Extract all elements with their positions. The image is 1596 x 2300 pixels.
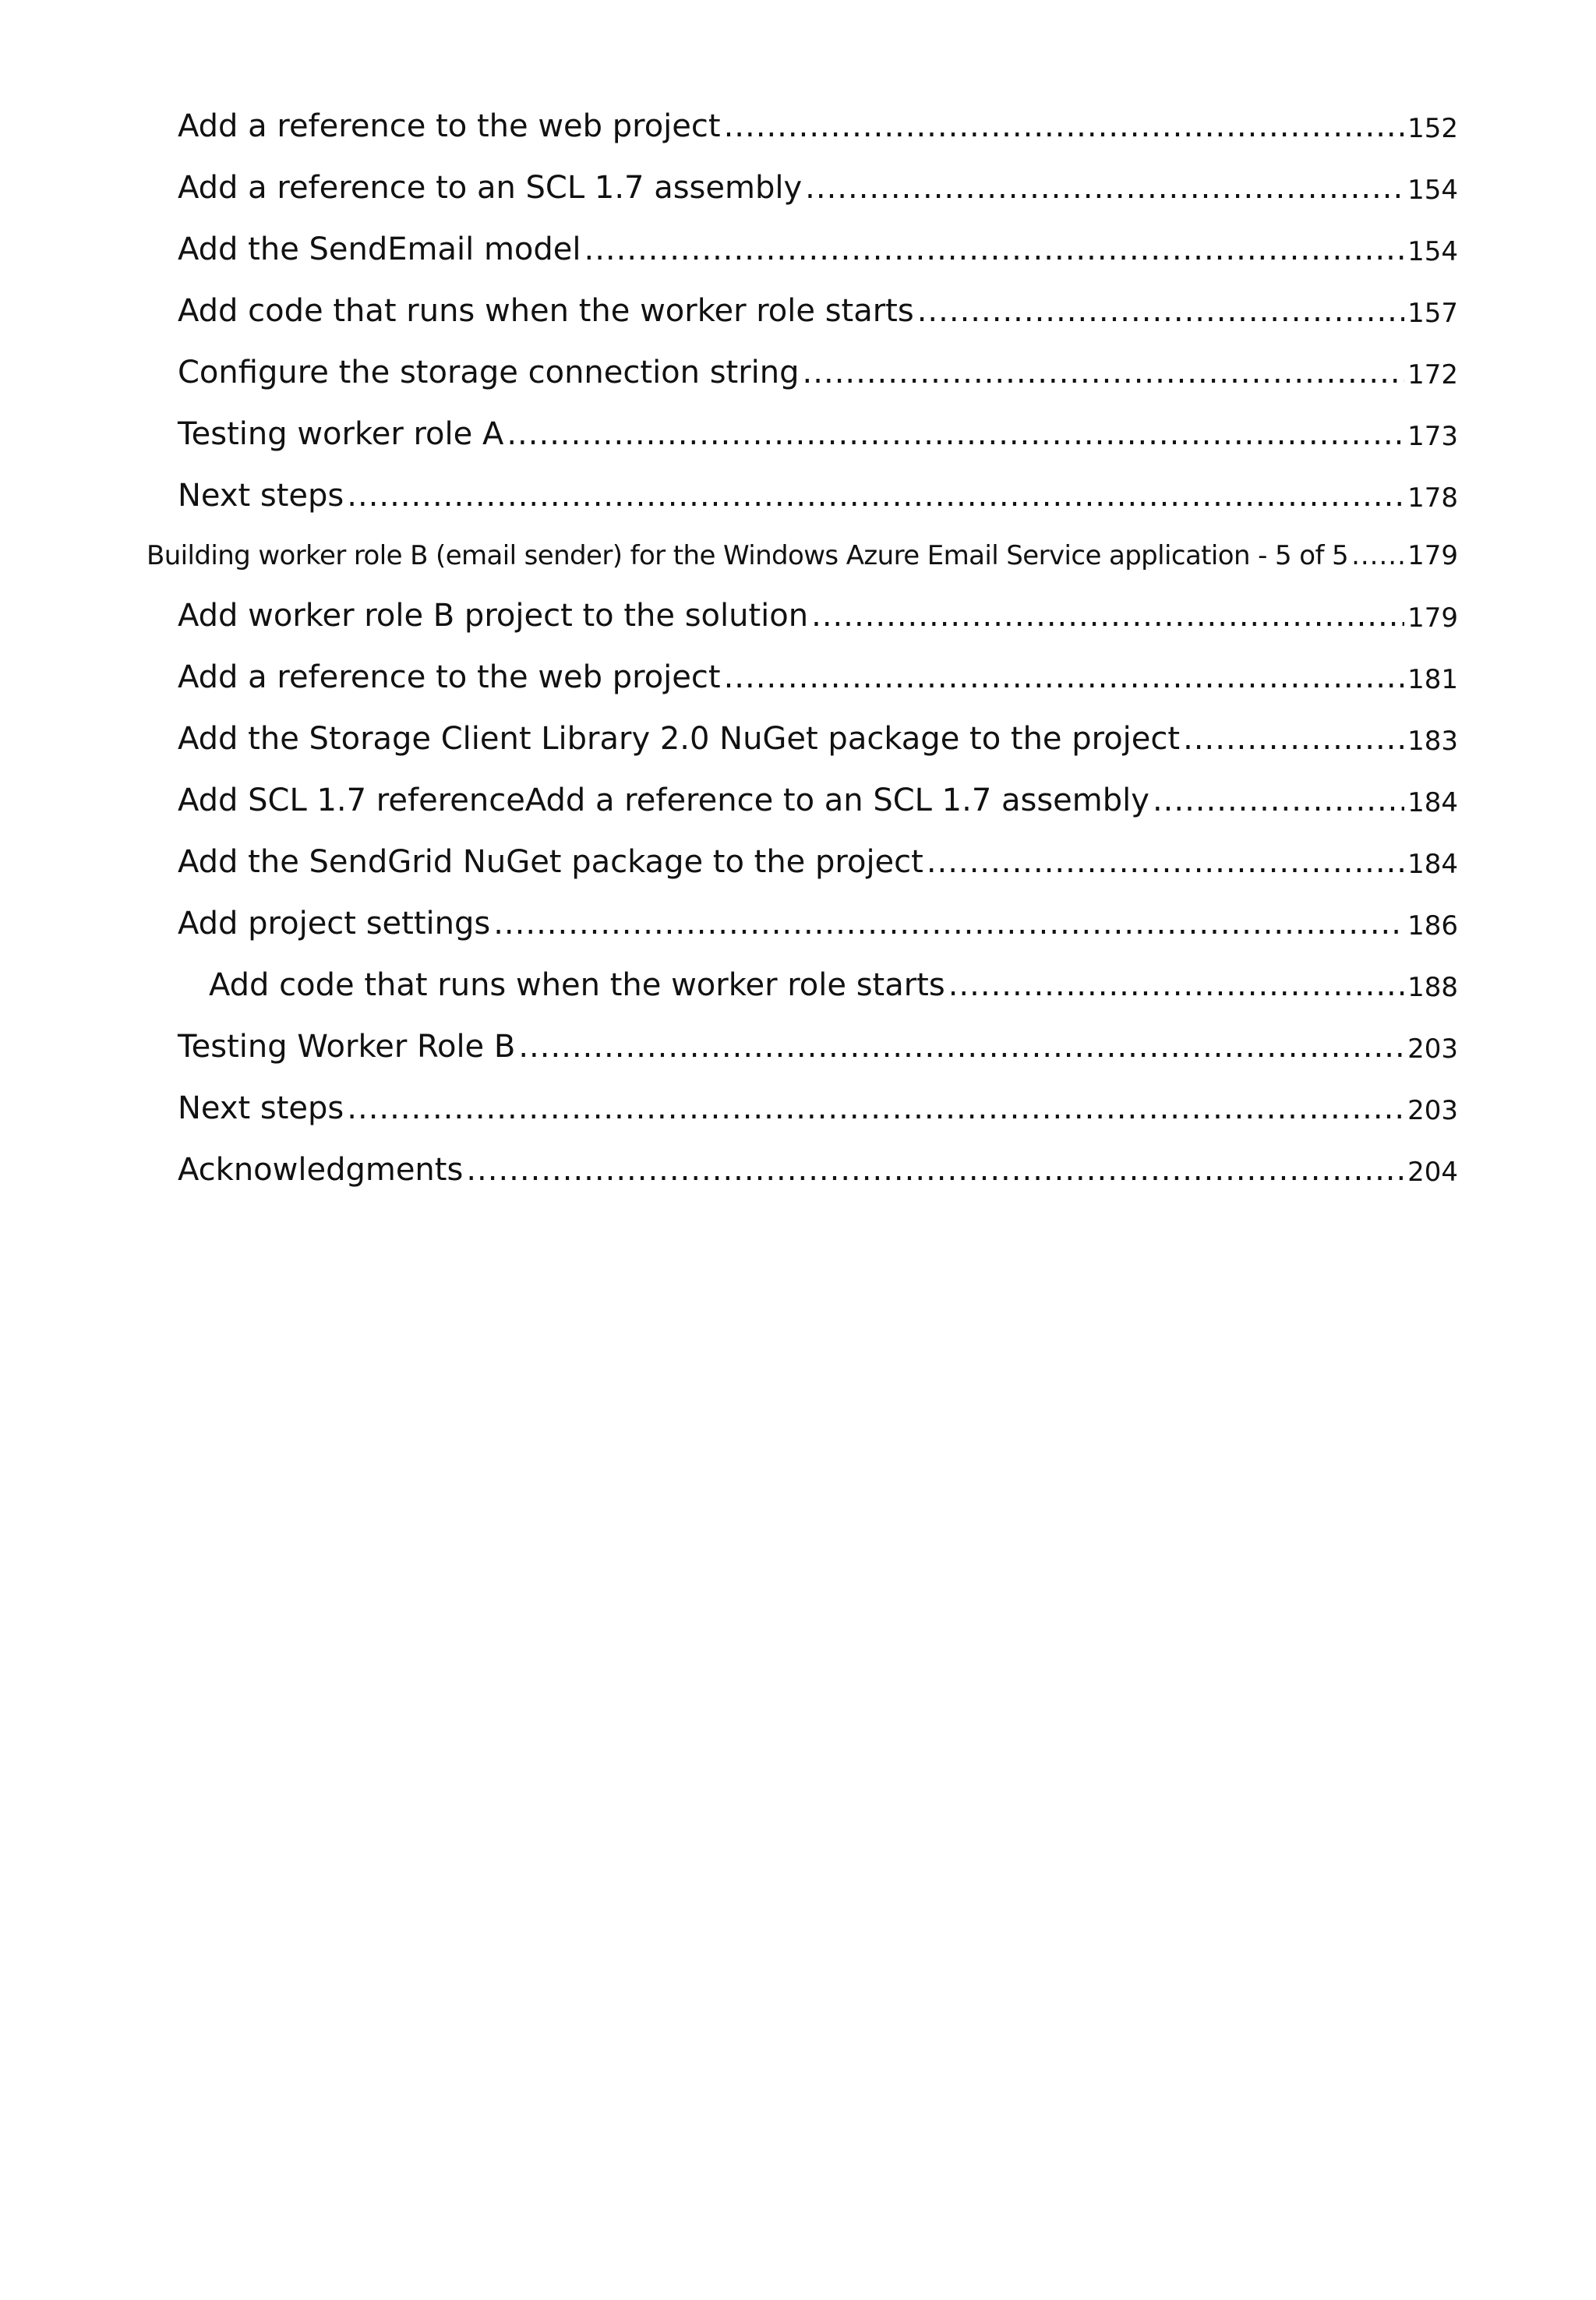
toc-page-number: 204 <box>1407 1157 1458 1188</box>
toc-dot-leader <box>724 662 1405 693</box>
toc-entry-title: Acknowledgments <box>178 1152 464 1188</box>
toc-entry[interactable] <box>0 157 1596 206</box>
toc-page-number: 184 <box>1407 849 1458 880</box>
toc-dot-leader <box>493 908 1404 939</box>
toc-entry-title: Testing worker role A <box>178 416 504 452</box>
toc-entry[interactable] <box>0 585 1596 634</box>
toc-dot-leader <box>1183 723 1404 754</box>
toc-page-number: 203 <box>1407 1033 1458 1065</box>
toc-dot-leader <box>811 600 1404 631</box>
toc-entry[interactable] <box>0 892 1596 942</box>
toc-dot-leader <box>466 1154 1404 1185</box>
toc-entry[interactable] <box>0 646 1596 693</box>
toc-entry-title: Add a reference to the web project <box>178 108 721 144</box>
toc-entry[interactable] <box>0 341 1596 388</box>
toc-page-number: 188 <box>1407 972 1458 1003</box>
toc-dot-leader <box>518 1031 1404 1062</box>
toc-dot-leader <box>1351 542 1404 569</box>
toc-page-number: 157 <box>1407 298 1458 329</box>
toc-entry-chapter[interactable] <box>0 522 1596 569</box>
toc-page-number: 181 <box>1407 664 1458 695</box>
toc-entry-title: Add code that runs when the worker role starts <box>178 293 914 329</box>
toc-entry[interactable] <box>0 280 1596 327</box>
toc-page-number: 186 <box>1407 910 1458 942</box>
toc-entry-title: Building worker role B (email sender) for the Windows Azure Email Service application - 5 of 5 <box>147 540 1349 571</box>
toc-page-number: 184 <box>1407 787 1458 818</box>
toc-page-number: 173 <box>1407 421 1458 452</box>
toc-dot-leader <box>948 970 1404 1001</box>
toc-page-number: 179 <box>1407 602 1458 634</box>
toc-entry-title: Next steps <box>178 478 344 514</box>
toc-entry-title: Add worker role B project to the solution <box>178 598 809 634</box>
toc-dot-leader <box>347 1093 1404 1124</box>
toc-dot-leader <box>724 111 1405 142</box>
toc-page-number: 179 <box>1407 540 1458 571</box>
toc-dot-leader <box>805 172 1404 203</box>
toc-page-number: 154 <box>1407 175 1458 206</box>
toc-entry[interactable] <box>0 403 1596 450</box>
toc-dot-leader <box>803 357 1405 388</box>
toc-page-number: 203 <box>1407 1095 1458 1126</box>
toc-dot-leader <box>507 419 1404 450</box>
toc-entry[interactable] <box>0 1077 1596 1124</box>
toc-entry[interactable] <box>0 1139 1596 1188</box>
toc-dot-leader <box>1153 785 1404 816</box>
toc-entry-title: Add project settings <box>178 906 491 942</box>
toc-entry-title: Add a reference to an SCL 1.7 assembly <box>178 170 803 206</box>
toc-entry[interactable] <box>0 1016 1596 1065</box>
toc-entry-title: Add a reference to the web project <box>178 659 721 695</box>
toc-page-number: 178 <box>1407 482 1458 514</box>
toc-entry-title: Add code that runs when the worker role starts <box>209 967 945 1003</box>
toc-page-number: 172 <box>1407 359 1458 390</box>
toc-entry-title: Add the SendEmail model <box>178 231 581 267</box>
toc-entry[interactable] <box>0 769 1596 816</box>
toc-entry-title: Next steps <box>178 1090 344 1126</box>
toc-entry-title: Add the SendGrid NuGet package to the project <box>178 844 923 880</box>
toc-entry-title: Configure the storage connection string <box>178 355 800 390</box>
toc-dot-leader <box>347 480 1404 511</box>
toc-page-number: 152 <box>1407 113 1458 144</box>
toc-entry-title: Add the Storage Client Library 2.0 NuGet package to the project <box>178 721 1181 757</box>
toc-dot-leader <box>927 846 1404 878</box>
toc-dot-leader <box>917 295 1404 327</box>
toc-dot-leader <box>584 234 1405 265</box>
toc-page-number: 183 <box>1407 726 1458 757</box>
toc-entry-title: Add SCL 1.7 referenceAdd a reference to an SCL 1.7 assembly <box>178 783 1149 818</box>
toc-page-number: 154 <box>1407 236 1458 267</box>
toc-entry[interactable] <box>0 954 1596 1001</box>
toc-entry[interactable] <box>0 708 1596 757</box>
toc-entry[interactable] <box>0 831 1596 878</box>
toc-entry[interactable] <box>0 465 1596 514</box>
toc-entry[interactable] <box>0 218 1596 265</box>
toc-entry[interactable] <box>0 95 1596 142</box>
toc-entry-title: Testing Worker Role B <box>178 1029 516 1065</box>
